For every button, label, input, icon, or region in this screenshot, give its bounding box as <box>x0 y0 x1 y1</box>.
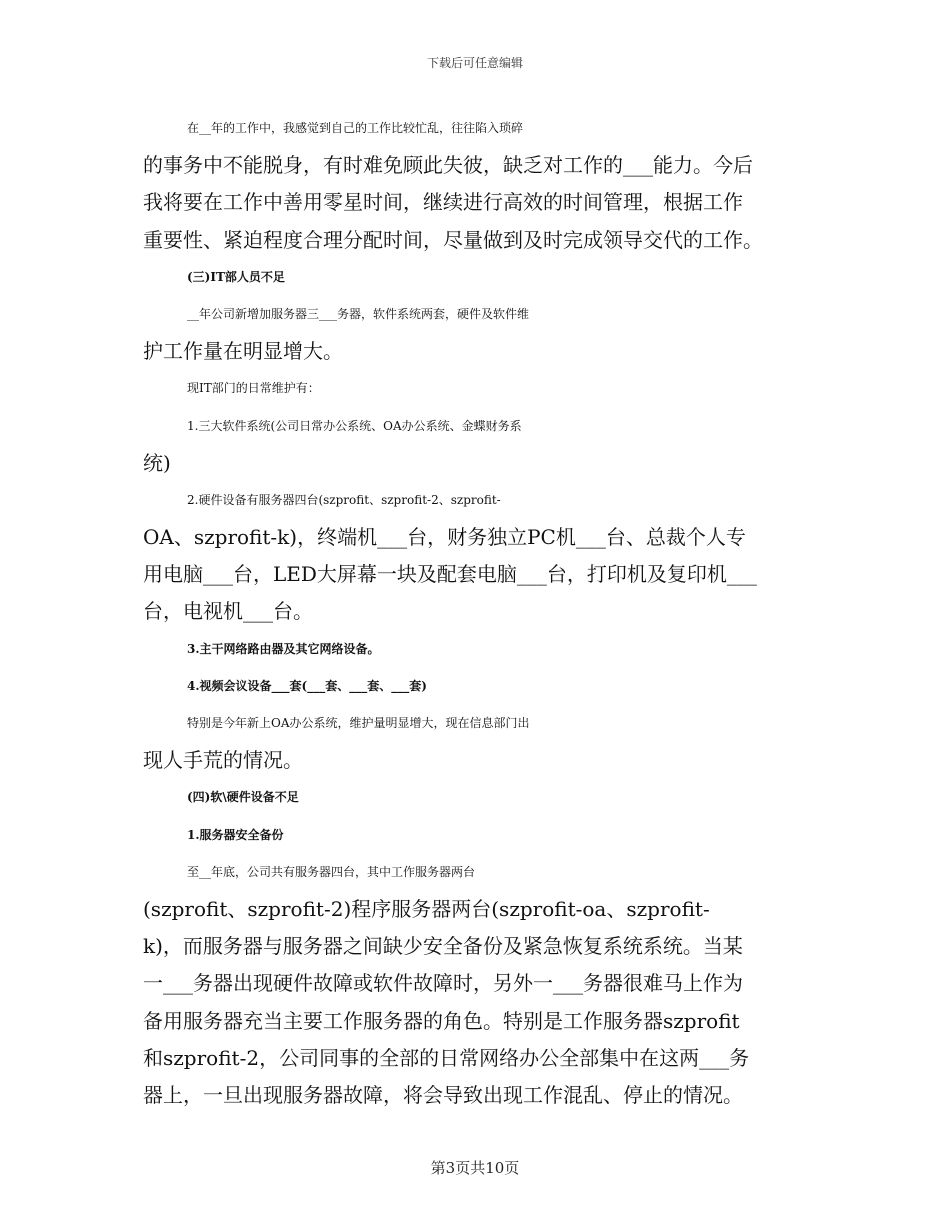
text-line: 一___务器出现硬件故障或软件故障时，另外一___务器很难马上作为 <box>143 971 743 996</box>
text-line: 的事务中不能脱身，有时难免顾此失彼，缺乏对工作的___能力。今后 <box>143 153 753 178</box>
text-line: 至__年底，公司共有服务器四台，其中工作服务器两台 <box>187 864 476 879</box>
section-heading-line: 3.主干网络路由器及其它网络设备。 <box>187 641 380 656</box>
document-body <box>143 110 808 1114</box>
text-line: __年公司新增加服务器三___务器，软件系统两套，硬件及软件维 <box>187 306 530 321</box>
text-line: 备用服务器充当主要工作服务器的角色。特别是工作服务器szprofit <box>143 1008 740 1033</box>
text-line: 现人手荒的情况。 <box>143 748 303 773</box>
text-line: 特别是今年新上OA办公系统，维护量明显增大，现在信息部门出 <box>187 716 530 730</box>
page-header: 下载后可任意编辑 <box>426 56 523 70</box>
text-line: 1.三大软件系统(公司日常办公系统、OA办公系统、金蝶财务系 <box>187 418 522 433</box>
section-heading-line: 4.视频会议设备___套(___套、___套、___套) <box>187 678 427 693</box>
text-line: 护工作量在明显增大。 <box>143 339 343 364</box>
section-heading-line: (三)IT部人员不足 <box>187 269 285 284</box>
text-line: 2.硬件设备有服务器四台(szprofit、szprofit-2、szprofit- <box>187 492 501 507</box>
text-line: (szprofit、szprofit-2)程序服务器两台(szprofit-oa、szprofit- <box>143 896 710 921</box>
page-footer: 第3页共10页 <box>430 1159 520 1177</box>
text-line: 台，电视机___台。 <box>143 599 313 624</box>
section-heading-line: 1.服务器安全备份 <box>187 827 284 842</box>
text-line: 和szprofit-2，公司同事的全部的日常网络办公全部集中在这两___务 <box>143 1045 750 1070</box>
text-line: 统) <box>143 450 171 475</box>
text-line: 器上，一旦出现服务器故障，将会导致出现工作混乱、停止的情况。 <box>143 1082 743 1107</box>
text-line: 在__年的工作中，我感觉到自己的工作比较忙乱，往往陷入琐碎 <box>187 121 524 135</box>
section-heading-line: (四)软\硬件设备不足 <box>187 790 299 805</box>
text-line: 用电脑___台，LED大屏幕一块及配套电脑___台，打印机及复印机___ <box>143 562 757 587</box>
text-line: k)，而服务器与服务器之间缺少安全备份及紧急恢复系统系统。当某 <box>143 934 743 959</box>
text-line: OA、szprofit-k)，终端机___台，财务独立PC机___台、总裁个人专 <box>143 525 746 550</box>
text-line: 我将要在工作中善用零星时间，继续进行高效的时间管理，根据工作 <box>143 190 743 215</box>
text-line: 现IT部门的日常维护有： <box>187 381 320 396</box>
text-line: 重要性、紧迫程度合理分配时间，尽量做到及时完成领导交代的工作。 <box>143 227 763 252</box>
